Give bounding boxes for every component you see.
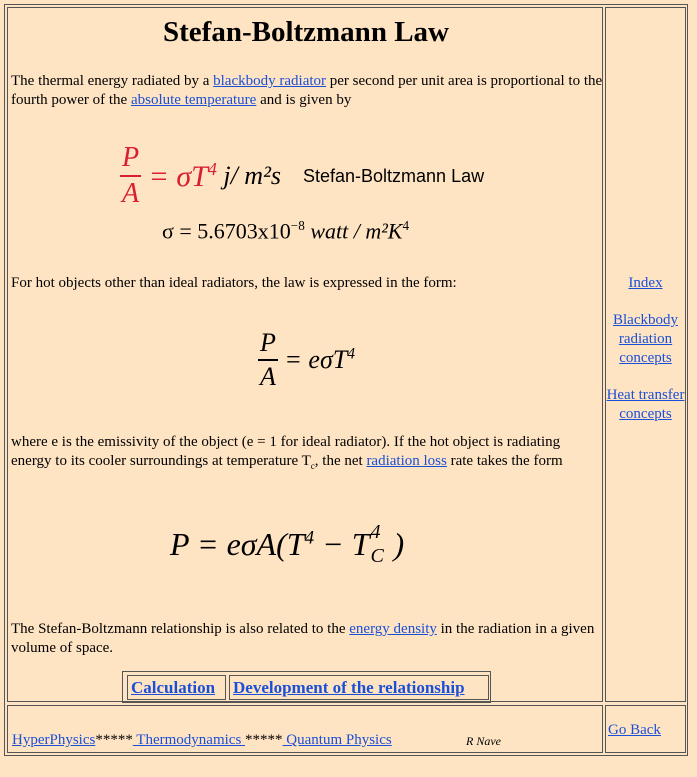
fraction-numerator-2: P [260, 328, 276, 357]
absolute-temperature-link[interactable]: absolute temperature [130, 92, 257, 108]
thermodynamics-link[interactable]: Thermodynamics [132, 732, 246, 748]
emissivity-text: where e is the emissivity of the object (e = 1 for ideal radiator). If the hot object is radiating energy to its cooler surroundings at temperature T [11, 434, 561, 469]
density-text: The Stefan-Boltzmann relationship is also related to the [11, 621, 350, 637]
sidebar-links [606, 274, 685, 424]
fraction-bar-2 [258, 359, 278, 361]
author-credit: R Nave [466, 734, 501, 748]
emissivity-text-end: rate takes the form [446, 453, 563, 469]
link-buttons-bar [122, 671, 491, 703]
exponent-2: 4 [347, 345, 356, 363]
intro-text-end: and is given by [256, 92, 352, 108]
temp-subscript: c [310, 461, 315, 471]
sidebar-spacer-2 [606, 368, 685, 386]
fraction-denominator-2: A [260, 362, 276, 391]
footer-sidebar [605, 705, 686, 753]
page-frame [4, 4, 688, 756]
sigma-exponent: −8 [290, 218, 305, 233]
calculation-button[interactable]: Calculation [127, 675, 226, 700]
e-sigma-t-text: = eσT [277, 345, 348, 374]
intro-text: The thermal energy radiated by a [11, 73, 214, 89]
sigma-units-exponent: 4 [402, 218, 410, 233]
emissivity-equation [258, 328, 355, 392]
go-back-link[interactable]: Go Back [608, 722, 661, 738]
main-content [7, 7, 603, 702]
e-sigma-t-term [278, 345, 355, 374]
energy-density-link[interactable]: energy density [349, 621, 437, 637]
footer-links [12, 732, 392, 749]
intro-paragraph [11, 72, 603, 110]
p-over-a-fraction [120, 142, 141, 210]
tc-subscript: C [370, 545, 384, 567]
emissivity-paragraph [11, 433, 603, 476]
sidebar-item-heat[interactable]: Heat transfer concepts [606, 387, 685, 422]
density-paragraph [11, 620, 603, 658]
footer-separator-2: ***** [245, 732, 283, 748]
tc-scripts [370, 521, 386, 567]
sidebar-spacer [606, 293, 685, 311]
sigma-units: watt / m²K [310, 218, 403, 244]
quantum-physics-link[interactable]: Quantum Physics [282, 732, 392, 748]
radiation-loss-link[interactable]: radiation loss [366, 453, 447, 469]
intro-text-mid: per second per unit area is proportional to the fourth power of the [11, 73, 603, 108]
footer-separator: ***** [95, 732, 133, 748]
net-close-paren: ) [385, 526, 405, 562]
development-button[interactable]: Development of the relationship [229, 675, 489, 700]
net-radiation-equation [170, 521, 405, 567]
net-exponent: 4 [304, 527, 315, 549]
sigma-constant [162, 218, 409, 244]
net-minus-term: − T [314, 526, 370, 562]
tc-superscript: 4 [370, 521, 381, 543]
nonideal-paragraph: For hot objects other than ideal radiators, the law is expressed in the form: [11, 275, 457, 291]
sidebar [605, 7, 686, 702]
sidebar-item-index[interactable]: Index [628, 275, 663, 291]
fraction-denominator: A [122, 178, 140, 209]
exponent: 4 [207, 158, 217, 179]
sidebar-item-blackbody[interactable]: Blackbody radiation concepts [613, 312, 678, 366]
fraction-bar [120, 175, 141, 177]
net-radiation-lhs: P = eσA(T [170, 526, 305, 562]
footer [7, 705, 603, 753]
stefan-boltzmann-equation [120, 142, 540, 216]
density-text-end: in the radiation in a given volume of space. [11, 621, 595, 656]
equation-label: Stefan-Boltzmann Law [302, 165, 485, 186]
page-title: Stefan-Boltzmann Law [163, 16, 449, 48]
sigma-t-text: = σT [141, 159, 208, 193]
units: j/ m²s [216, 161, 281, 190]
sigma-t-term [141, 160, 217, 193]
hyperphysics-link[interactable]: HyperPhysics [12, 732, 96, 748]
sigma-value: σ = 5.6703x10 [162, 218, 291, 244]
fraction-numerator: P [122, 142, 140, 173]
blackbody-radiator-link[interactable]: blackbody radiator [213, 73, 327, 89]
emissivity-text-mid: , the net [314, 453, 367, 469]
p-over-a-fraction-2 [258, 328, 278, 392]
